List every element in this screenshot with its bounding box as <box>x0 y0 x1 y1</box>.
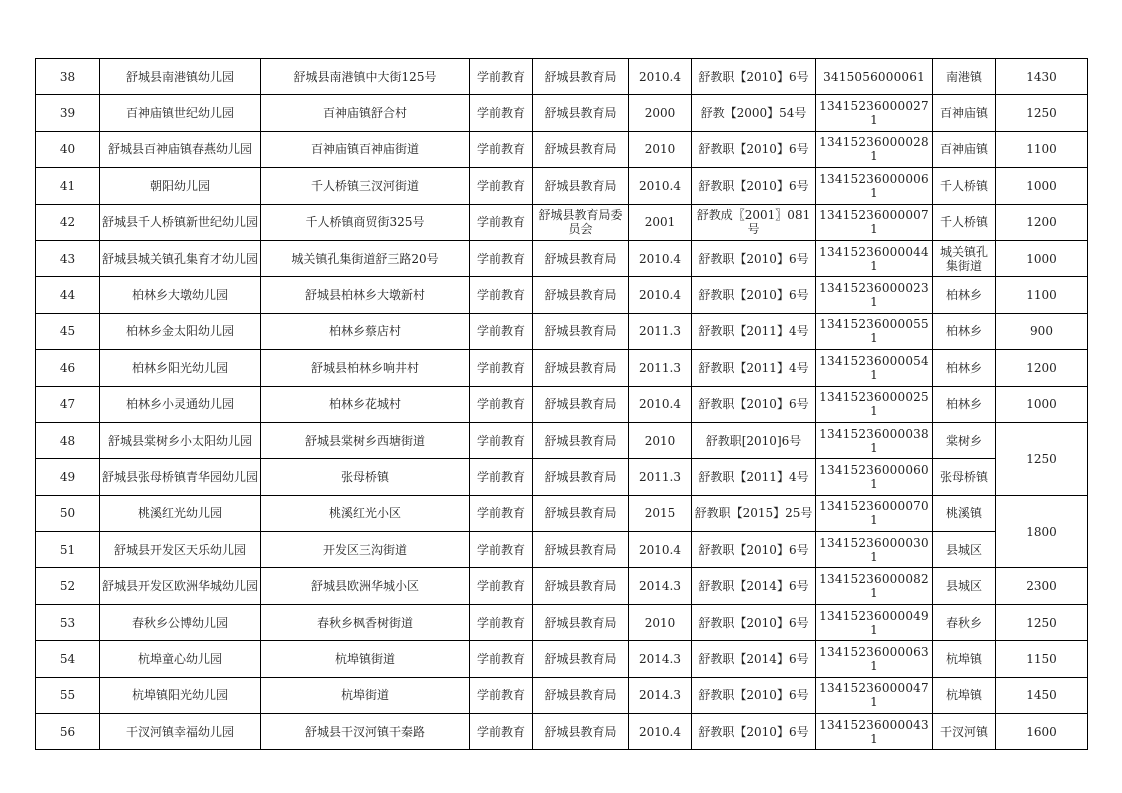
registration-code-cell: 134152360000541 <box>816 350 933 386</box>
supervising-authority-cell: 舒城县教育局 <box>533 677 629 713</box>
approval-date-cell: 2010.4 <box>629 240 692 276</box>
table-row <box>36 386 1088 422</box>
town-cell: 柏林乡 <box>933 386 996 422</box>
approval-document-cell: 舒教职【2010】6号 <box>692 277 816 313</box>
capacity-cell: 1200 <box>996 204 1088 240</box>
row-number-cell: 42 <box>36 204 100 240</box>
row-number-cell: 52 <box>36 568 100 604</box>
kindergarten-name-cell: 舒城县开发区天乐幼儿园 <box>100 532 261 568</box>
approval-date-cell: 2010.4 <box>629 168 692 204</box>
approval-document-cell: 舒教职【2010】6号 <box>692 59 816 95</box>
registration-code-cell: 134152360000631 <box>816 641 933 677</box>
approval-date-cell: 2010.4 <box>629 386 692 422</box>
registration-code-cell: 134152360000601 <box>816 459 933 495</box>
town-cell: 春秋乡 <box>933 604 996 640</box>
address-cell: 桃溪红光小区 <box>261 495 470 531</box>
capacity-cell: 1000 <box>996 386 1088 422</box>
row-number-cell: 53 <box>36 604 100 640</box>
approval-document-cell: 舒教职【2014】6号 <box>692 568 816 604</box>
category-cell: 学前教育 <box>470 677 533 713</box>
approval-document-cell: 舒教【2000】54号 <box>692 95 816 131</box>
town-cell: 千人桥镇 <box>933 204 996 240</box>
table-row <box>36 59 1088 95</box>
approval-date-cell: 2014.3 <box>629 677 692 713</box>
category-cell: 学前教育 <box>470 277 533 313</box>
kindergarten-name-cell: 舒城县南港镇幼儿园 <box>100 59 261 95</box>
approval-date-cell: 2010 <box>629 131 692 167</box>
supervising-authority-cell: 舒城县教育局 <box>533 313 629 349</box>
approval-document-cell: 舒教职【2010】6号 <box>692 714 816 750</box>
approval-date-cell: 2010.4 <box>629 714 692 750</box>
town-cell: 杭埠镇 <box>933 677 996 713</box>
capacity-cell: 1600 <box>996 714 1088 750</box>
approval-date-cell: 2014.3 <box>629 568 692 604</box>
address-cell: 百神庙镇舒合村 <box>261 95 470 131</box>
kindergarten-name-cell: 杭埠童心幼儿园 <box>100 641 261 677</box>
supervising-authority-cell: 舒城县教育局委员会 <box>533 204 629 240</box>
address-cell: 舒城县南港镇中大街125号 <box>261 59 470 95</box>
row-number-cell: 56 <box>36 714 100 750</box>
registration-code-cell: 134152360000271 <box>816 95 933 131</box>
approval-document-cell: 舒教职【2010】6号 <box>692 532 816 568</box>
registration-code-cell: 134152360000301 <box>816 532 933 568</box>
approval-date-cell: 2000 <box>629 95 692 131</box>
table-row <box>36 277 1088 313</box>
approval-document-cell: 舒教职【2015】25号 <box>692 495 816 531</box>
approval-document-cell: 舒教职【2010】6号 <box>692 677 816 713</box>
approval-document-cell: 舒教职【2010】6号 <box>692 168 816 204</box>
address-cell: 柏林乡蔡店村 <box>261 313 470 349</box>
capacity-cell: 1100 <box>996 277 1088 313</box>
row-number-cell: 39 <box>36 95 100 131</box>
table-row <box>36 495 1088 531</box>
capacity-cell: 1150 <box>996 641 1088 677</box>
address-cell: 杭埠街道 <box>261 677 470 713</box>
kindergarten-name-cell: 舒城县棠树乡小太阳幼儿园 <box>100 422 261 458</box>
capacity-cell: 1430 <box>996 59 1088 95</box>
table-row <box>36 204 1088 240</box>
row-number-cell: 50 <box>36 495 100 531</box>
row-number-cell: 38 <box>36 59 100 95</box>
town-cell: 杭埠镇 <box>933 641 996 677</box>
town-cell: 张母桥镇 <box>933 459 996 495</box>
approval-document-cell: 舒教职【2014】6号 <box>692 641 816 677</box>
approval-date-cell: 2015 <box>629 495 692 531</box>
registration-code-cell: 134152360000701 <box>816 495 933 531</box>
approval-date-cell: 2010.4 <box>629 277 692 313</box>
registration-code-cell: 134152360000231 <box>816 277 933 313</box>
supervising-authority-cell: 舒城县教育局 <box>533 386 629 422</box>
approval-date-cell: 2011.3 <box>629 459 692 495</box>
category-cell: 学前教育 <box>470 131 533 167</box>
address-cell: 春秋乡枫香树街道 <box>261 604 470 640</box>
category-cell: 学前教育 <box>470 495 533 531</box>
category-cell: 学前教育 <box>470 95 533 131</box>
table-row <box>36 168 1088 204</box>
capacity-cell: 900 <box>996 313 1088 349</box>
category-cell: 学前教育 <box>470 422 533 458</box>
category-cell: 学前教育 <box>470 714 533 750</box>
capacity-cell: 1000 <box>996 168 1088 204</box>
approval-document-cell: 舒教职【2010】6号 <box>692 131 816 167</box>
approval-date-cell: 2010 <box>629 604 692 640</box>
category-cell: 学前教育 <box>470 568 533 604</box>
address-cell: 张母桥镇 <box>261 459 470 495</box>
approval-date-cell: 2010 <box>629 422 692 458</box>
town-cell: 百神庙镇 <box>933 131 996 167</box>
address-cell: 舒城县柏林乡响井村 <box>261 350 470 386</box>
approval-date-cell: 2011.3 <box>629 313 692 349</box>
category-cell: 学前教育 <box>470 641 533 677</box>
supervising-authority-cell: 舒城县教育局 <box>533 350 629 386</box>
address-cell: 杭埠镇街道 <box>261 641 470 677</box>
kindergarten-name-cell: 舒城县城关镇孔集育才幼儿园 <box>100 240 261 276</box>
registration-code-cell: 134152360000281 <box>816 131 933 167</box>
address-cell: 舒城县欧洲华城小区 <box>261 568 470 604</box>
town-cell: 千人桥镇 <box>933 168 996 204</box>
address-cell: 千人桥镇三汊河街道 <box>261 168 470 204</box>
capacity-cell: 1000 <box>996 240 1088 276</box>
supervising-authority-cell: 舒城县教育局 <box>533 604 629 640</box>
capacity-cell: 1450 <box>996 677 1088 713</box>
supervising-authority-cell: 舒城县教育局 <box>533 131 629 167</box>
row-number-cell: 48 <box>36 422 100 458</box>
capacity-cell: 1250 <box>996 95 1088 131</box>
approval-document-cell: 舒教职【2010】6号 <box>692 604 816 640</box>
town-cell: 南港镇 <box>933 59 996 95</box>
row-number-cell: 40 <box>36 131 100 167</box>
category-cell: 学前教育 <box>470 240 533 276</box>
address-cell: 柏林乡花城村 <box>261 386 470 422</box>
approval-document-cell: 舒教职【2011】4号 <box>692 350 816 386</box>
registration-code-cell: 134152360000061 <box>816 168 933 204</box>
approval-document-cell: 舒教职【2011】4号 <box>692 459 816 495</box>
address-cell: 舒城县棠树乡西塘街道 <box>261 422 470 458</box>
table-row <box>36 95 1088 131</box>
town-cell: 县城区 <box>933 532 996 568</box>
table-row <box>36 459 1088 495</box>
category-cell: 学前教育 <box>470 532 533 568</box>
category-cell: 学前教育 <box>470 204 533 240</box>
row-number-cell: 49 <box>36 459 100 495</box>
supervising-authority-cell: 舒城县教育局 <box>533 532 629 568</box>
kindergarten-name-cell: 春秋乡公博幼儿园 <box>100 604 261 640</box>
table-row <box>36 532 1088 568</box>
supervising-authority-cell: 舒城县教育局 <box>533 641 629 677</box>
supervising-authority-cell: 舒城县教育局 <box>533 422 629 458</box>
table-row <box>36 240 1088 276</box>
approval-document-cell: 舒教职【2010】6号 <box>692 240 816 276</box>
kindergarten-name-cell: 百神庙镇世纪幼儿园 <box>100 95 261 131</box>
town-cell: 桃溪镇 <box>933 495 996 531</box>
town-cell: 柏林乡 <box>933 313 996 349</box>
registration-code-cell: 134152360000551 <box>816 313 933 349</box>
town-cell: 棠树乡 <box>933 422 996 458</box>
supervising-authority-cell: 舒城县教育局 <box>533 714 629 750</box>
table-row <box>36 568 1088 604</box>
kindergarten-table <box>35 58 1088 750</box>
registration-code-cell: 134152360000491 <box>816 604 933 640</box>
registration-code-cell: 3415056000061 <box>816 59 933 95</box>
category-cell: 学前教育 <box>470 350 533 386</box>
row-number-cell: 41 <box>36 168 100 204</box>
registration-code-cell: 134152360000821 <box>816 568 933 604</box>
category-cell: 学前教育 <box>470 386 533 422</box>
approval-date-cell: 2010.4 <box>629 59 692 95</box>
supervising-authority-cell: 舒城县教育局 <box>533 568 629 604</box>
registration-code-cell: 134152360000441 <box>816 240 933 276</box>
category-cell: 学前教育 <box>470 313 533 349</box>
kindergarten-name-cell: 干汊河镇幸福幼儿园 <box>100 714 261 750</box>
town-cell: 柏林乡 <box>933 277 996 313</box>
row-number-cell: 45 <box>36 313 100 349</box>
row-number-cell: 54 <box>36 641 100 677</box>
approval-document-cell: 舒教职【2010】6号 <box>692 386 816 422</box>
town-cell: 百神庙镇 <box>933 95 996 131</box>
registration-code-cell: 134152360000471 <box>816 677 933 713</box>
address-cell: 千人桥镇商贸街325号 <box>261 204 470 240</box>
row-number-cell: 55 <box>36 677 100 713</box>
table-row <box>36 604 1088 640</box>
supervising-authority-cell: 舒城县教育局 <box>533 495 629 531</box>
supervising-authority-cell: 舒城县教育局 <box>533 459 629 495</box>
category-cell: 学前教育 <box>470 459 533 495</box>
address-cell: 开发区三沟街道 <box>261 532 470 568</box>
supervising-authority-cell: 舒城县教育局 <box>533 59 629 95</box>
row-number-cell: 43 <box>36 240 100 276</box>
kindergarten-name-cell: 朝阳幼儿园 <box>100 168 261 204</box>
table-row <box>36 313 1088 349</box>
approval-date-cell: 2010.4 <box>629 532 692 568</box>
approval-date-cell: 2014.3 <box>629 641 692 677</box>
kindergarten-name-cell: 舒城县张母桥镇青华园幼儿园 <box>100 459 261 495</box>
kindergarten-name-cell: 柏林乡金太阳幼儿园 <box>100 313 261 349</box>
town-cell: 县城区 <box>933 568 996 604</box>
registration-code-cell: 134152360000071 <box>816 204 933 240</box>
address-cell: 城关镇孔集街道舒三路20号 <box>261 240 470 276</box>
table-row <box>36 714 1088 750</box>
kindergarten-name-cell: 舒城县开发区欧洲华城幼儿园 <box>100 568 261 604</box>
supervising-authority-cell: 舒城县教育局 <box>533 168 629 204</box>
address-cell: 舒城县干汊河镇干秦路 <box>261 714 470 750</box>
town-cell: 柏林乡 <box>933 350 996 386</box>
capacity-cell: 1250 <box>996 604 1088 640</box>
table-body <box>36 59 1088 750</box>
registration-code-cell: 134152360000251 <box>816 386 933 422</box>
address-cell: 百神庙镇百神庙街道 <box>261 131 470 167</box>
capacity-cell: 1100 <box>996 131 1088 167</box>
row-number-cell: 47 <box>36 386 100 422</box>
kindergarten-name-cell: 杭埠镇阳光幼儿园 <box>100 677 261 713</box>
kindergarten-name-cell: 舒城县百神庙镇春燕幼儿园 <box>100 131 261 167</box>
table-row <box>36 350 1088 386</box>
town-cell: 干汊河镇 <box>933 714 996 750</box>
table-row <box>36 677 1088 713</box>
supervising-authority-cell: 舒城县教育局 <box>533 277 629 313</box>
town-cell: 城关镇孔集街道 <box>933 240 996 276</box>
registration-code-cell: 134152360000381 <box>816 422 933 458</box>
table-row <box>36 422 1088 458</box>
table-row <box>36 131 1088 167</box>
kindergarten-name-cell: 桃溪红光幼儿园 <box>100 495 261 531</box>
capacity-cell: 1200 <box>996 350 1088 386</box>
registration-code-cell: 134152360000431 <box>816 714 933 750</box>
approval-document-cell: 舒教职【2011】4号 <box>692 313 816 349</box>
table-row <box>36 641 1088 677</box>
kindergarten-name-cell: 舒城县千人桥镇新世纪幼儿园 <box>100 204 261 240</box>
capacity-cell: 1800 <box>996 495 1088 568</box>
approval-date-cell: 2001 <box>629 204 692 240</box>
category-cell: 学前教育 <box>470 604 533 640</box>
row-number-cell: 46 <box>36 350 100 386</box>
address-cell: 舒城县柏林乡大墩新村 <box>261 277 470 313</box>
supervising-authority-cell: 舒城县教育局 <box>533 95 629 131</box>
approval-date-cell: 2011.3 <box>629 350 692 386</box>
supervising-authority-cell: 舒城县教育局 <box>533 240 629 276</box>
category-cell: 学前教育 <box>470 59 533 95</box>
category-cell: 学前教育 <box>470 168 533 204</box>
row-number-cell: 44 <box>36 277 100 313</box>
capacity-cell: 2300 <box>996 568 1088 604</box>
kindergarten-name-cell: 柏林乡阳光幼儿园 <box>100 350 261 386</box>
kindergarten-name-cell: 柏林乡大墩幼儿园 <box>100 277 261 313</box>
kindergarten-name-cell: 柏林乡小灵通幼儿园 <box>100 386 261 422</box>
row-number-cell: 51 <box>36 532 100 568</box>
capacity-cell: 1250 <box>996 422 1088 495</box>
approval-document-cell: 舒教成〖2001〗081号 <box>692 204 816 240</box>
approval-document-cell: 舒教职[2010]6号 <box>692 422 816 458</box>
